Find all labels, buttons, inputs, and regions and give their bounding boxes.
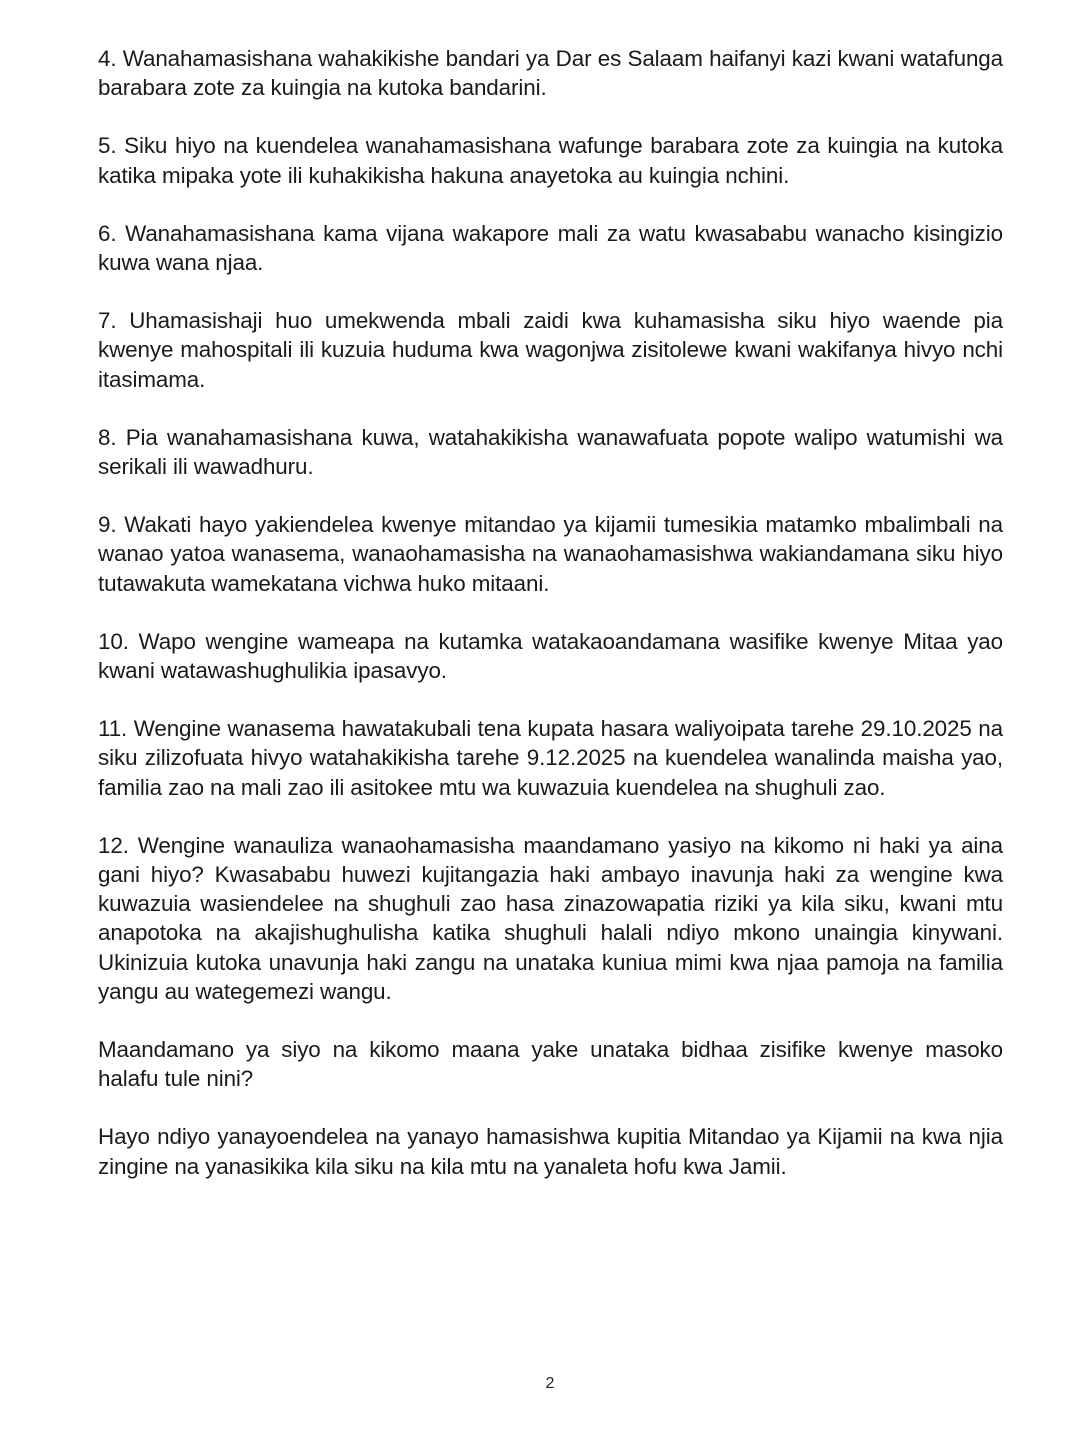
paragraph-item-10: 10. Wapo wengine wameapa na kutamka watakaoandamana wasifike kwenye Mitaa yao kwani watawashughulikia ipasavyo. — [98, 628, 1003, 684]
paragraph-item-11: 11. Wengine wanasema hawatakubali tena kupata hasara waliyoipata tarehe 29.10.2025 na siku zilizofuata hivyo watahakikisha tarehe 9.12.2025 na kuendelea wanalinda maisha yao, familia zao na mali zao ili asitokee mtu wa kuwazuia kuendelea na shughuli zao. — [98, 716, 1003, 800]
paragraph-item-6: 6. Wanahamasishana kama vijana wakapore mali za watu kwasababu wanacho kisingizio kuwa wana njaa. — [98, 220, 1003, 276]
paragraph-item-4: 4. Wanahamasishana wahakikishe bandari ya Dar es Salaam haifanyi kazi kwani watafunga barabara zote za kuingia na kutoka bandarini. — [98, 46, 1003, 101]
paragraph-item-7: 7. Uhamasishaji huo umekwenda mbali zaidi kwa kuhamasisha siku hiyo waende pia kwenye mahospitali ili kuzuia huduma kwa wagonjwa zisitolewe kwani wakifanya hivyo nchi itasimama. — [98, 308, 1003, 392]
paragraph-question: Maandamano ya siyo na kikomo maana yake unataka bidhaa zisifike kwenye masoko halafu tule nini? — [98, 1037, 1003, 1092]
paragraph-item-9: 9. Wakati hayo yakiendelea kwenye mitandao ya kijamii tumesikia matamko mbalimbali na wanao yatoa wanasema, wanaohamasisha na wanaohamasishwa wakiandamana siku hiyo tutawakuta wamekatana vichwa huko mitaani. — [98, 512, 1003, 596]
document-page — [98, 44, 1003, 1210]
paragraph-conclusion: Hayo ndiyo yanayoendelea na yanayo hamasishwa kupitia Mitandao ya Kijamii na kwa njia zingine na yanasikika kila siku na kila mtu na yanaleta hofu kwa Jamii. — [98, 1124, 1003, 1179]
paragraph-item-8: 8. Pia wanahamasishana kuwa, watahakikisha wanawafuata popote walipo watumishi wa serikali ili wawadhuru. — [98, 424, 1003, 480]
paragraph-item-12: 12. Wengine wanauliza wanaohamasisha maandamano yasiyo na kikomo ni haki ya aina gani hiyo? Kwasababu huwezi kujitangazia haki ambayo inavunja haki za wengine kwa kuwazuia wasiendelee na shughuli zao hasa zinazowapatia riziki ya kila siku, kwani mtu anapotoka na akajishughulisha katika shughuli halali ndiyo mkono unaingia kinywani. Ukinizuia kutoka unavunja haki zangu na unataka kuniua mimi kwa njaa pamoja na familia yangu au wategemezi wangu. — [98, 832, 1003, 1004]
paragraph-item-5: 5. Siku hiyo na kuendelea wanahamasishana wafunge barabara zote za kuingia na kutoka katika mipaka yote ili kuhakikisha hakuna anayetoka au kuingia nchini. — [98, 133, 1003, 188]
page-number: 2 — [545, 1375, 555, 1392]
